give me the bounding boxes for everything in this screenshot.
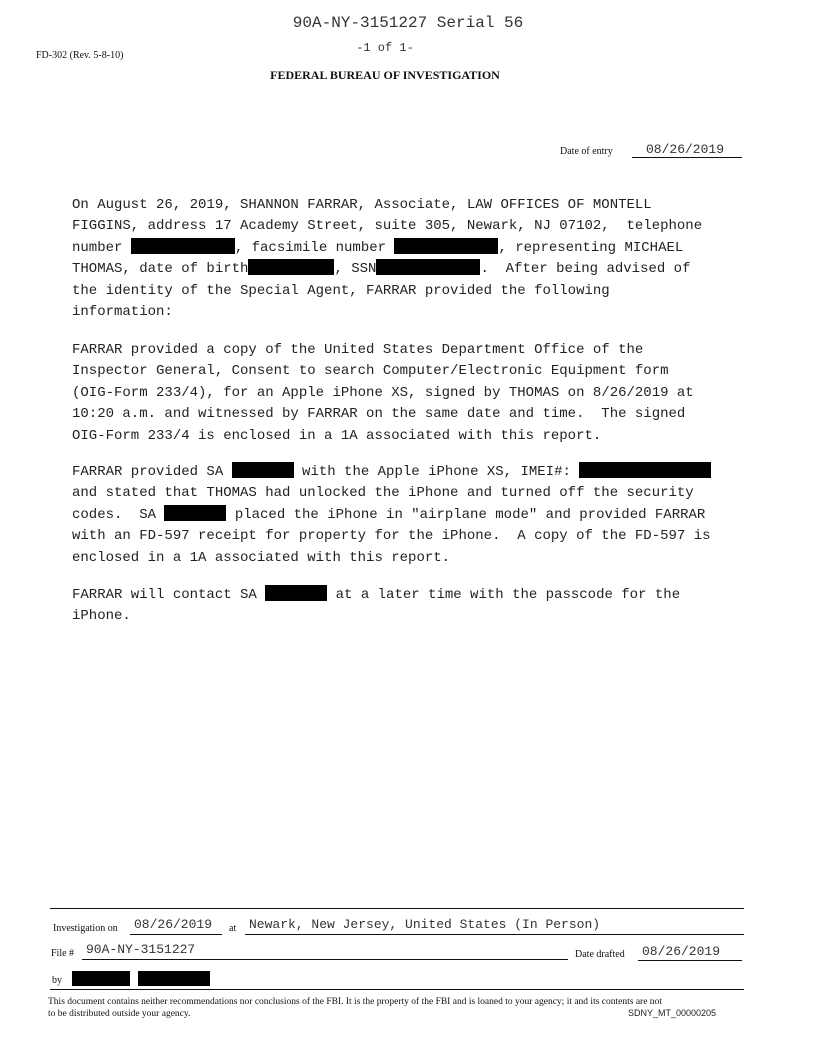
footer-divider: [50, 989, 744, 990]
text-line: FIGGINS, address 17 Academy Street, suite 305, Newark, NJ 07102, telephone: [72, 218, 703, 235]
file-number-value: 90A-NY-3151227: [82, 942, 568, 960]
paragraph-iphone-handover: [72, 462, 752, 569]
text-line: number: [72, 239, 131, 256]
paragraph-intro: [72, 195, 752, 323]
text-line: THOMAS, date of birth: [72, 261, 249, 278]
text-line: and stated that THOMAS had unlocked the iPhone and turned off the security: [72, 485, 694, 502]
text-line: On August 26, 2019, SHANNON FARRAR, Associate, LAW OFFICES OF MONTELL: [72, 197, 652, 213]
paragraph-consent-form: [72, 340, 752, 447]
investigation-on-label: Investigation on: [53, 923, 118, 934]
redaction-box: [232, 462, 294, 478]
text-line: placed the iPhone in "airplane mode" and provided FARRAR: [226, 506, 706, 523]
text-line: enclosed in a 1A associated with this report.: [72, 549, 451, 566]
at-label: at: [229, 923, 237, 934]
paragraph-follow-up: [72, 585, 752, 628]
footer-divider: [50, 908, 744, 909]
text-line: , representing MICHAEL: [498, 239, 684, 256]
page-counter: -1 of 1-: [356, 41, 414, 55]
investigation-location-value: Newark, New Jersey, United States (In Person): [245, 917, 744, 935]
text-line: at a later time with the passcode for the: [327, 587, 681, 603]
by-label: by: [52, 975, 62, 986]
text-line: . After being advised of: [480, 261, 691, 278]
date-drafted-label: Date drafted: [575, 949, 625, 960]
date-of-entry-label: Date of entry: [560, 146, 613, 157]
text-line: FARRAR will contact SA: [72, 587, 266, 603]
text-line: , facsimile number: [234, 239, 395, 256]
disclaimer-line: to be distributed outside your agency.: [48, 1009, 191, 1019]
text-line: FARRAR provided SA: [72, 464, 232, 480]
redaction-box: [265, 585, 327, 601]
serial-header: 90A-NY-3151227 Serial 56: [292, 14, 524, 32]
investigation-on-value: 08/26/2019: [130, 917, 222, 935]
bates-number: SDNY_MT_00000205: [628, 1008, 717, 1018]
text-line: 10:20 a.m. and witnessed by FARRAR on the same date and time. The signed: [72, 406, 686, 423]
redaction-box: [164, 505, 226, 521]
redaction-box: [72, 971, 130, 986]
redaction-box: [131, 238, 235, 254]
text-line: the identity of the Special Agent, FARRAR provided the following: [72, 282, 610, 299]
text-line: OIG-Form 233/4 is enclosed in a 1A associated with this report.: [72, 427, 602, 444]
redaction-box: [579, 462, 711, 478]
agency-title: FEDERAL BUREAU OF INVESTIGATION: [270, 68, 500, 82]
redaction-box: [394, 238, 498, 254]
redaction-box: [138, 971, 210, 986]
date-of-entry-value: 08/26/2019: [632, 143, 742, 158]
redaction-box: [248, 259, 334, 275]
text-line: with the Apple iPhone XS, IMEI#:: [293, 464, 580, 480]
form-version: FD-302 (Rev. 5-8-10): [36, 50, 124, 61]
text-line: information:: [72, 304, 173, 321]
redaction-box: [376, 259, 480, 275]
date-drafted-value: 08/26/2019: [638, 944, 742, 961]
text-line: with an FD-597 receipt for property for the iPhone. A copy of the FD-597 is: [72, 528, 711, 545]
disclaimer-line: This document contains neither recommendations nor conclusions of the FBI. It is the property of the FBI and is loaned to your agency; it and its contents are not: [48, 997, 662, 1007]
text-line: codes. SA: [72, 506, 165, 523]
file-number-label: File #: [51, 948, 75, 959]
text-line: Inspector General, Consent to search Computer/Electronic Equipment form: [72, 363, 669, 380]
text-line: FARRAR provided a copy of the United States Department Office of the: [72, 342, 644, 358]
text-line: iPhone.: [72, 608, 131, 625]
text-line: , SSN: [334, 261, 377, 278]
text-line: (OIG-Form 233/4), for an Apple iPhone XS, signed by THOMAS on 8/26/2019 at: [72, 384, 694, 401]
